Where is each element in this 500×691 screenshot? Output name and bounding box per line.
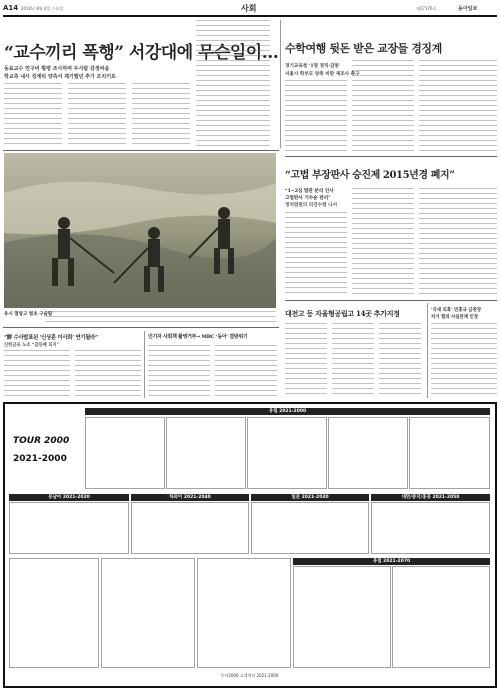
story-faculty-fight [4, 20, 279, 148]
story-autonomous-schools [285, 303, 425, 398]
ad-section-header: 동남아 2021-2020 [9, 494, 129, 501]
body-text [285, 323, 327, 397]
masthead-rule [3, 15, 497, 17]
tour-phone: 2021-2000 [13, 454, 67, 464]
section-rule [3, 327, 279, 328]
headline: “고법 부장판사 승진제 2015년경 폐지” [285, 170, 455, 181]
body-text [68, 83, 126, 147]
column-rule [280, 20, 281, 148]
body-text [419, 60, 497, 152]
ad-cell [9, 502, 129, 554]
column-rule [144, 331, 145, 398]
ad-section-header: 대만/중국/홍콩 2021-2050 [371, 494, 490, 501]
section-rule [285, 156, 497, 157]
headline: ‘국새 의혹’ 민홍규 금관장 [431, 308, 482, 313]
headline: “교수끼리 폭행” 서강대에 무슨일이… [4, 43, 279, 63]
caption-text [46, 311, 276, 322]
story-seal-case [431, 305, 497, 398]
ad-section-header: 유럽 2021-2070 [293, 558, 490, 565]
subheadline: 정치법원의 의견수렴 나서 [285, 203, 338, 208]
body-text [75, 350, 141, 398]
ad-cell [328, 417, 408, 489]
body-text [148, 345, 210, 398]
body-text [4, 83, 62, 147]
travel-advertisement [3, 402, 497, 688]
ad-cell [251, 502, 369, 554]
ad-top-grid [85, 417, 490, 489]
ad-row [9, 494, 490, 554]
body-text [285, 212, 347, 296]
ad-cell [371, 502, 490, 554]
body-text [285, 80, 347, 152]
section-title: 사회 [241, 3, 257, 13]
section-rule [285, 300, 497, 301]
issue-number: 제27176호 [416, 6, 437, 11]
subheadline: 동료교수 연구비 횡령 조사하며 두사람 감정싸움 [4, 66, 110, 72]
body-text [352, 60, 414, 152]
section-rule [3, 150, 279, 151]
subheadline: 신한금융 노조 “갈등해 되지” [4, 343, 60, 348]
body-text [4, 350, 70, 398]
tour-logo-block [9, 408, 79, 490]
ad-cell [293, 566, 391, 668]
ad-row [9, 558, 490, 668]
headline: 대전고 등 자율형공립고 14곳 추가지정 [285, 309, 400, 318]
body-text [132, 83, 190, 147]
photo-block [4, 153, 276, 323]
body-text [332, 323, 374, 397]
ad-cell [197, 558, 291, 668]
ad-cell [409, 417, 490, 489]
ad-cell [166, 417, 246, 489]
subheadline: “1~2심 법관 분리 인사 [285, 189, 334, 194]
ad-cell [9, 558, 99, 668]
ad-section-header: 일본 2021-2030 [251, 494, 369, 501]
masthead [3, 3, 497, 15]
subheadline: 고법판사 기수순 관리” [285, 196, 331, 201]
page-number: A14 [3, 4, 19, 12]
story-school-trip [285, 20, 497, 154]
subheadline: 경기교육청 ‘1명 정직·감봉’ [285, 64, 341, 69]
photo-caption: 유시 멀랑고 벌초 구슬땀 [4, 312, 53, 317]
story-mbc [148, 331, 279, 399]
headline: 민기자 사회책 촬영거부→ MBC ‘동아’ 결방위기 [148, 334, 248, 340]
subheadline: 서울시 학부모 양측 비판 재조사 촉구 [285, 72, 360, 77]
body-text [215, 345, 277, 398]
ad-cell [247, 417, 327, 489]
tour-logo: TOUR 2000 [13, 436, 70, 446]
story-judge-promotion [285, 158, 497, 298]
body-text [419, 188, 497, 296]
body-text [379, 323, 421, 397]
ad-cell [85, 417, 165, 489]
ad-section-header: 하와이 2021-2040 [131, 494, 249, 501]
body-text [352, 188, 414, 296]
headline: “鮮 수사발표된 ‘신상훈 이사회’ 연기될라” [4, 335, 98, 341]
paper-name: 동아일보 [458, 6, 478, 12]
ad-top-header: 유럽 2021-2000 [85, 408, 490, 415]
body-text [431, 323, 497, 397]
story-shinhan [4, 331, 142, 399]
column-rule [427, 303, 428, 398]
headline: 수학여행 뒷돈 받은 교장들 경징계 [285, 42, 442, 55]
ad-cell [392, 566, 490, 668]
page-date: 2010년 8월 4일 수요일 [21, 6, 64, 11]
farm-photo [4, 153, 276, 308]
ad-cell [131, 502, 249, 554]
ad-cell [101, 558, 195, 668]
subheadline: 학교측 내사 징계뒤 양측서 제기했던 추가 조치키로 [4, 74, 116, 80]
ad-footer: 투어2000 고객센터 2021-2000 [220, 673, 279, 678]
subheadline: 자기 혐의 사실관계 인정 [431, 315, 479, 320]
body-text [196, 20, 270, 147]
